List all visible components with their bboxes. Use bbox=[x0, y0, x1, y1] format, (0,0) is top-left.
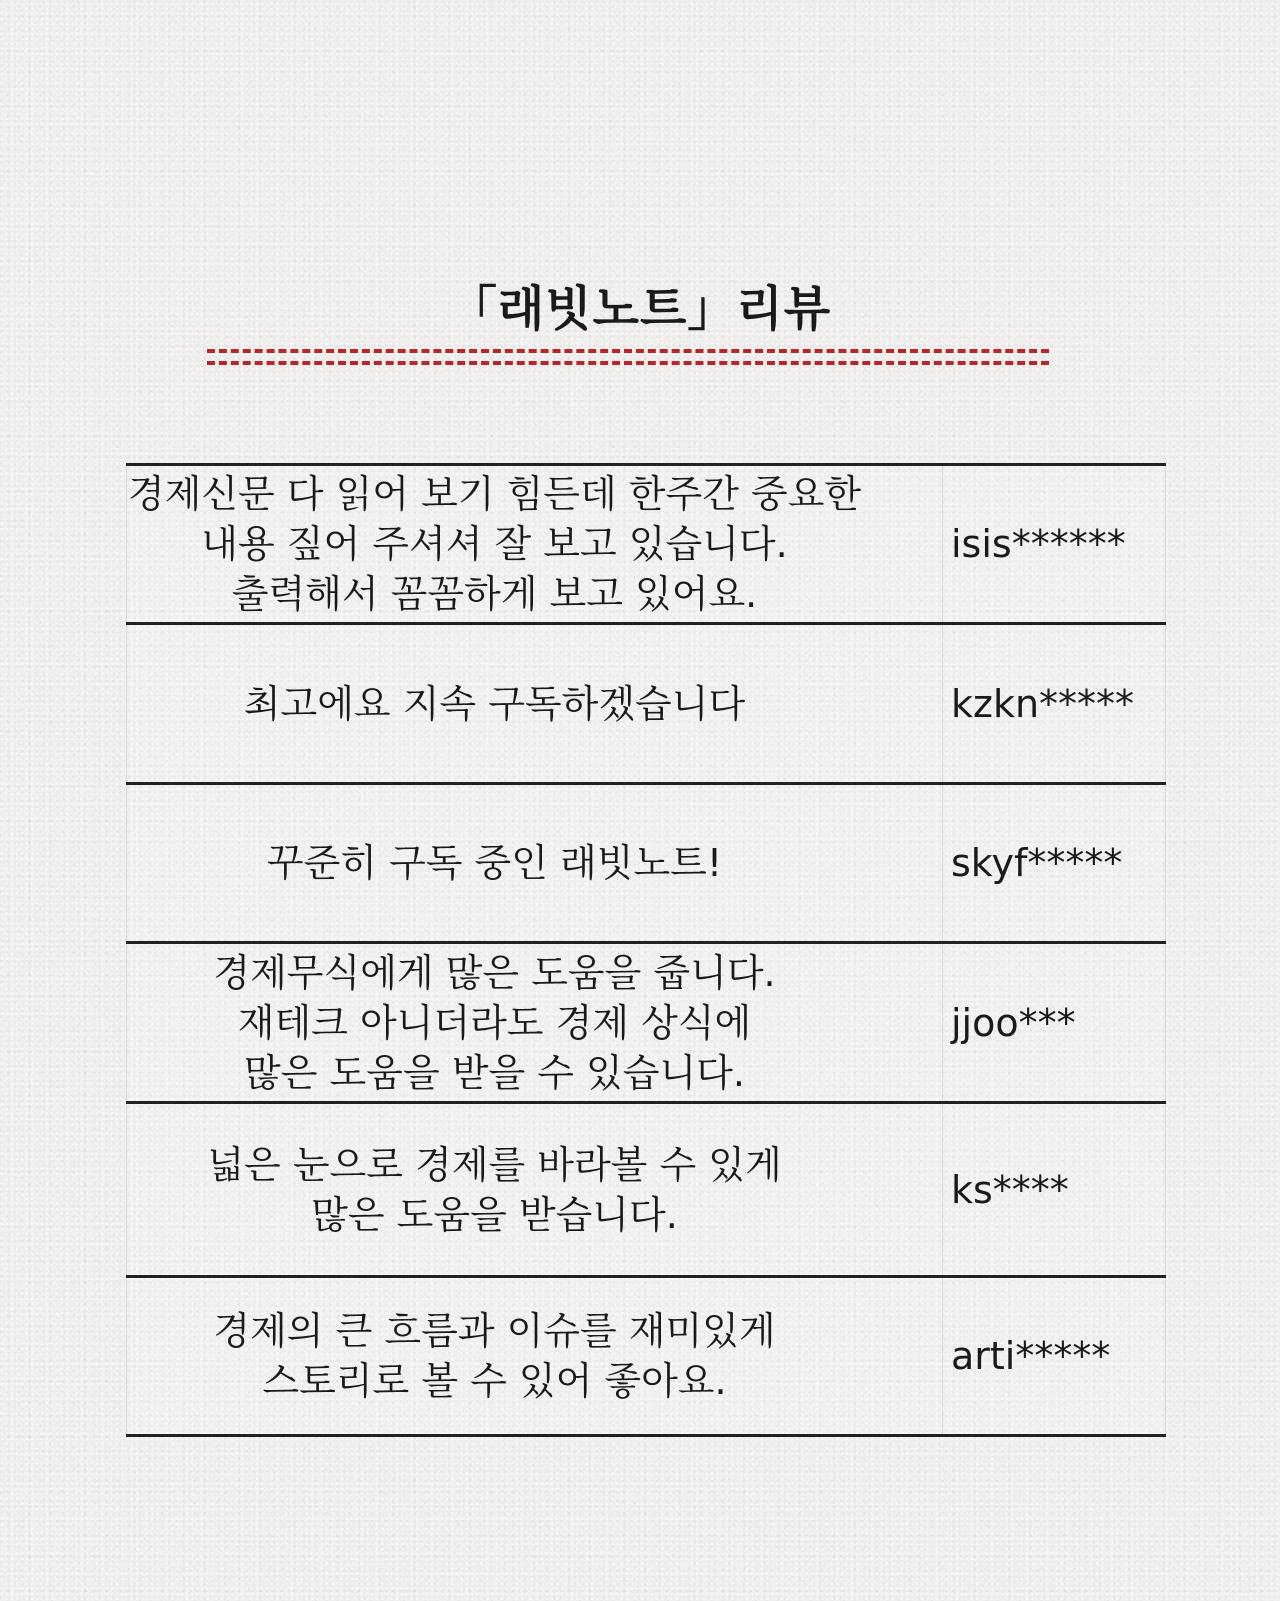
page-title: 「래빗노트」리뷰 bbox=[448, 281, 832, 337]
review-line: 출력해서 꼼꼼하게 보고 있어요. bbox=[231, 572, 758, 616]
review-row bbox=[126, 785, 1166, 944]
review-text bbox=[126, 625, 942, 782]
review-line: 넓은 눈으로 경제를 바라볼 수 있게 bbox=[207, 1142, 782, 1187]
review-row bbox=[126, 1278, 1166, 1437]
review-table bbox=[126, 463, 1166, 1437]
review-line: 재테크 아니더라도 경제 상식에 bbox=[237, 1000, 752, 1045]
reviewer-id: jjoo*** bbox=[942, 944, 1166, 1101]
review-row bbox=[126, 625, 1166, 785]
reviewer-id: ks**** bbox=[942, 1104, 1166, 1275]
reviewer-id: isis****** bbox=[942, 466, 1166, 622]
reviewer-id: kzkn***** bbox=[942, 625, 1166, 782]
review-text bbox=[126, 944, 942, 1101]
review-text bbox=[126, 466, 942, 622]
review-line: 경제신문 다 읽어 보기 힘든데 한주간 중요한 bbox=[127, 472, 862, 516]
review-line: 최고에요 지속 구독하겠습니다 bbox=[243, 681, 746, 726]
reviewer-id: skyf***** bbox=[942, 785, 1166, 941]
title-divider-bottom bbox=[207, 361, 1049, 365]
review-line: 꾸준히 구독 중인 래빗노트! bbox=[266, 841, 723, 885]
review-line: 많은 도움을 받을 수 있습니다. bbox=[244, 1050, 745, 1095]
review-row bbox=[126, 944, 1166, 1104]
title-divider-top bbox=[207, 349, 1049, 353]
review-text bbox=[126, 785, 942, 941]
review-line: 내용 짚어 주셔셔 잘 보고 있습니다. bbox=[201, 522, 788, 566]
review-row bbox=[126, 466, 1166, 625]
review-line: 경제무식에게 많은 도움을 줍니다. bbox=[213, 950, 776, 995]
reviewer-id: arti***** bbox=[942, 1278, 1166, 1434]
review-text bbox=[126, 1104, 942, 1275]
review-line: 많은 도움을 받습니다. bbox=[311, 1192, 678, 1237]
review-line: 경제의 큰 흐름과 이슈를 재미있게 bbox=[213, 1309, 776, 1353]
review-text bbox=[126, 1278, 942, 1434]
review-line: 스토리로 볼 수 있어 좋아요. bbox=[262, 1359, 727, 1403]
review-row bbox=[126, 1104, 1166, 1278]
